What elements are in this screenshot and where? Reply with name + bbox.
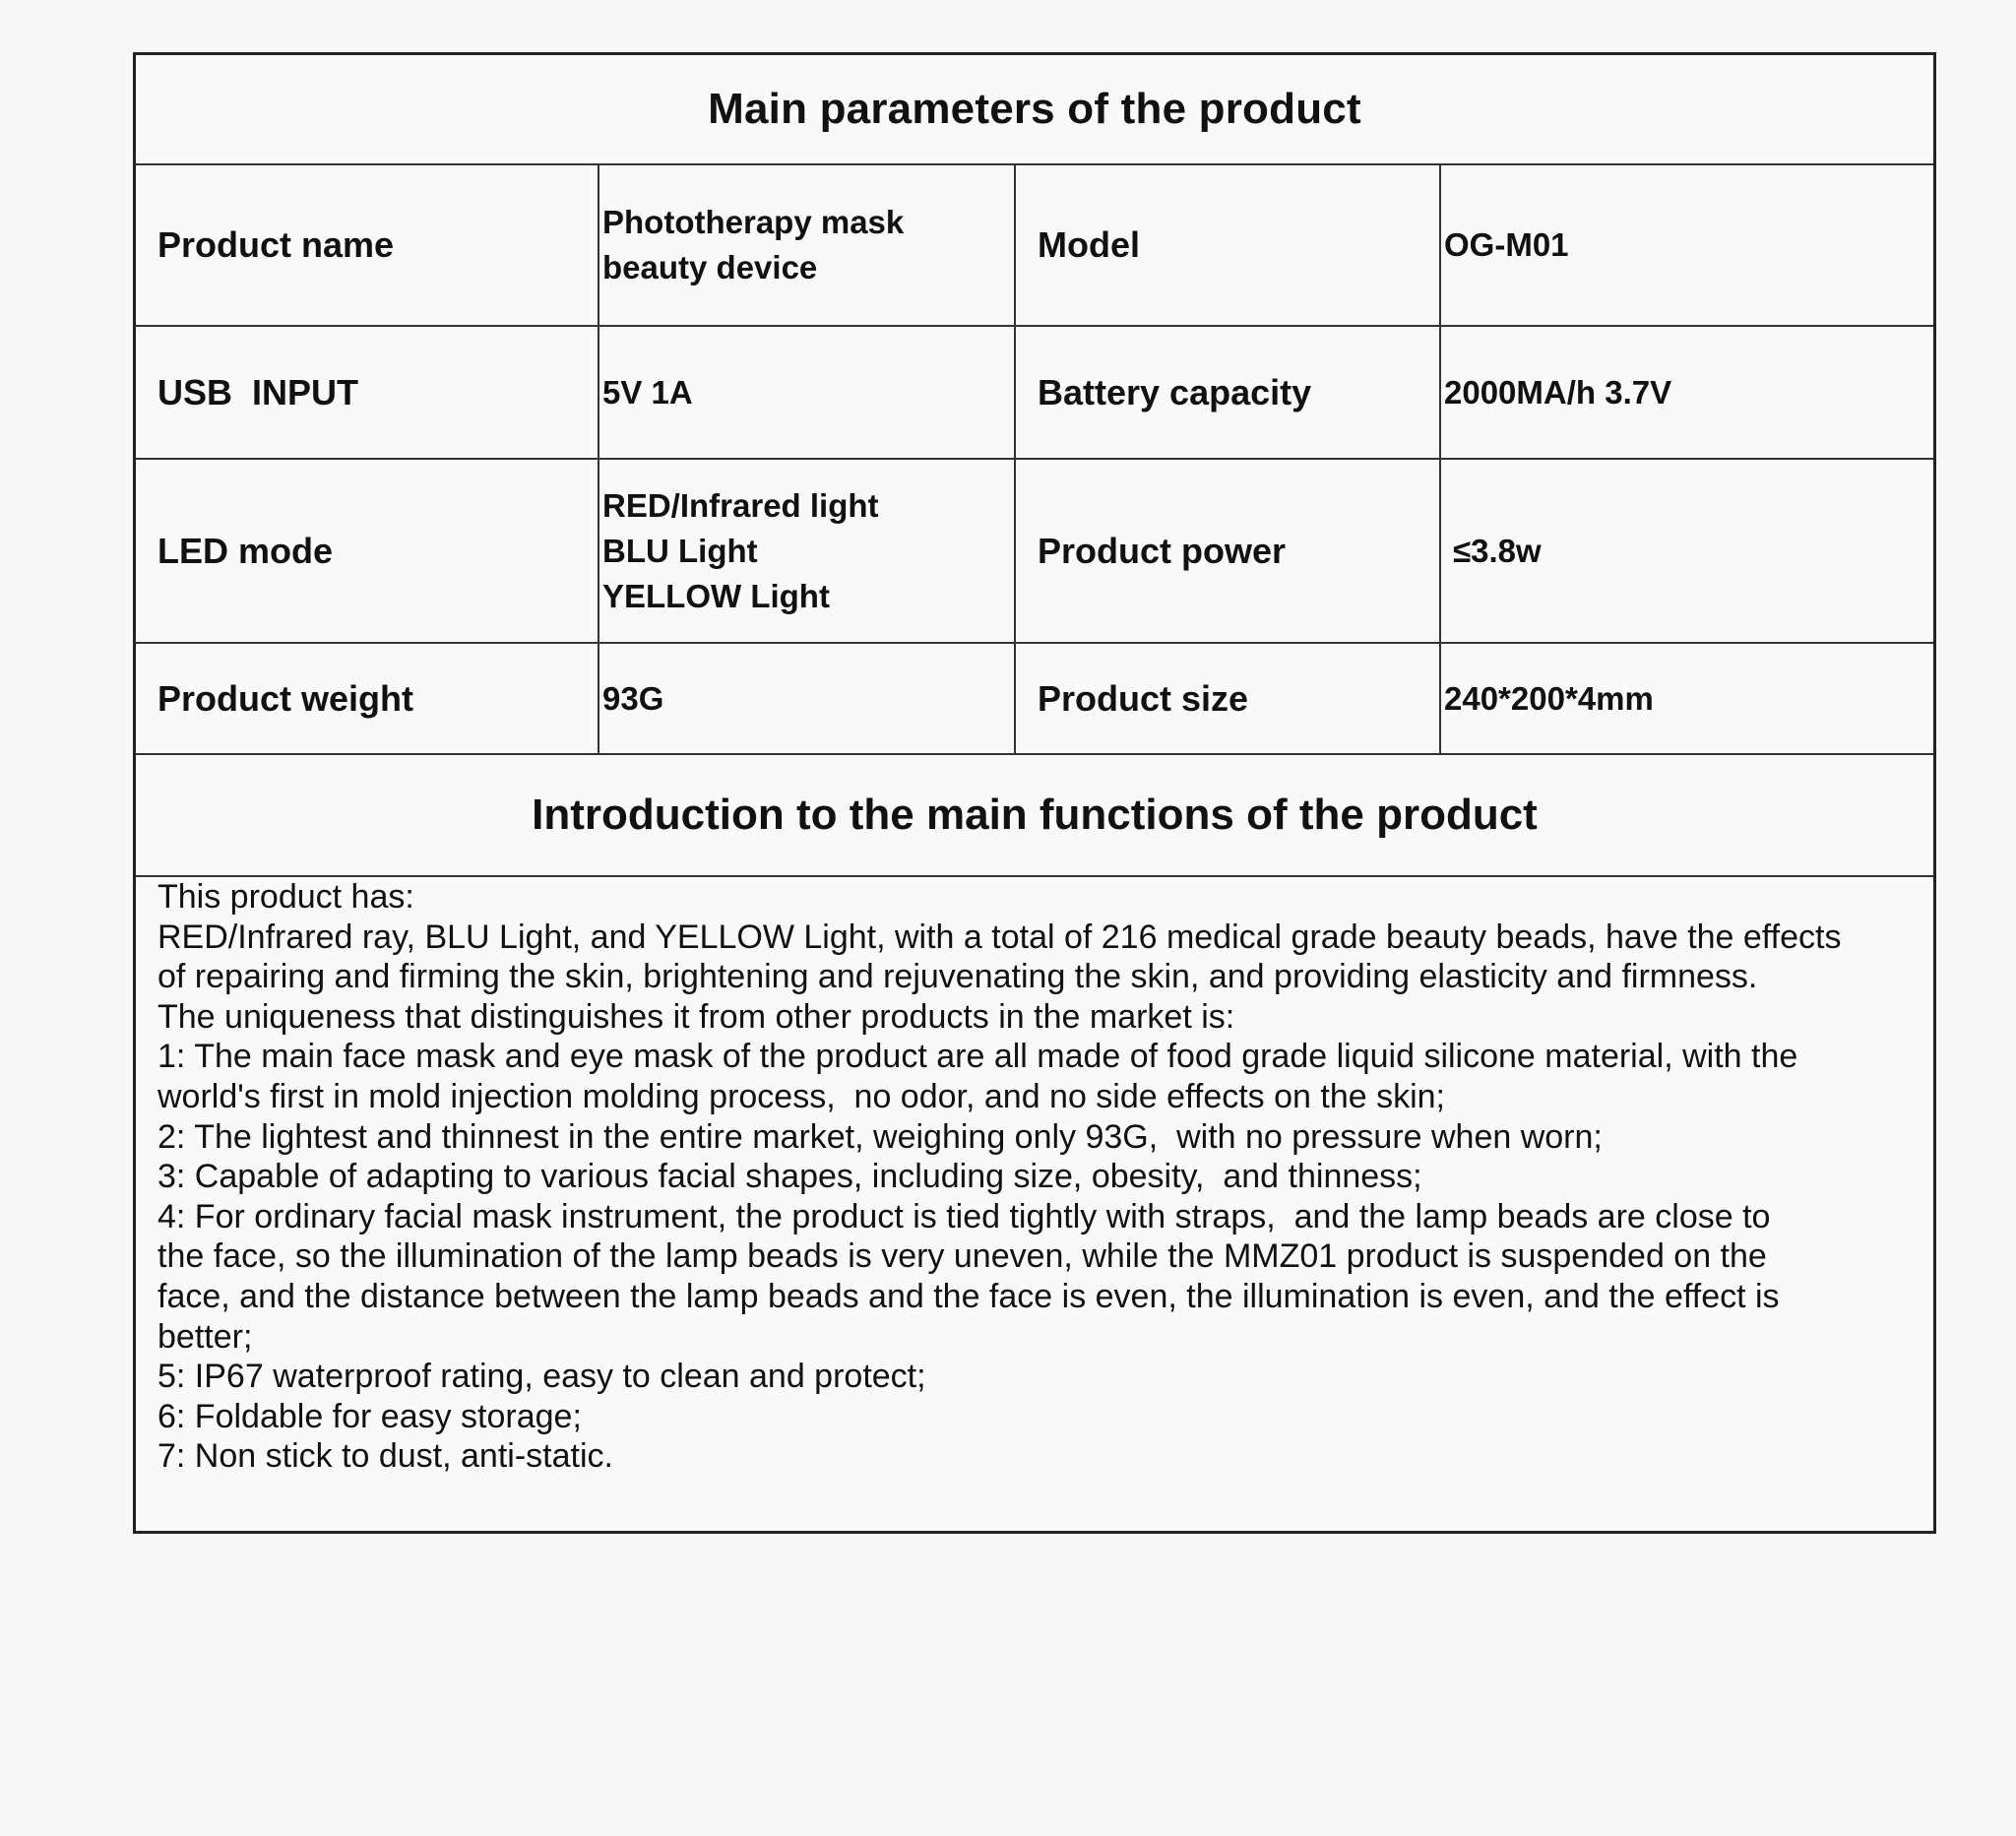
param-value [598, 165, 1015, 326]
intro-line: 5: IP67 waterproof rating, easy to clean and protect; [158, 1358, 926, 1396]
intro-line: better; [158, 1317, 253, 1356]
intro-title-row [136, 755, 1933, 877]
param-value [1440, 459, 1933, 643]
spec-sheet [133, 52, 1936, 1534]
intro-line: 2: The lightest and thinnest in the entire market, weighing only 93G, with no pressure when worn; [158, 1117, 1603, 1156]
parameters-title: Main parameters of the product [708, 85, 1361, 133]
intro-line: 6: Foldable for easy storage; [158, 1397, 582, 1435]
param-value-line: Phototherapy mask [602, 204, 905, 240]
param-value [598, 459, 1015, 643]
intro-line: of repairing and firming the skin, brightening and rejuvenating the skin, and providing elasticity and firmness. [158, 958, 1758, 996]
param-value [1440, 643, 1933, 754]
param-value-line: 240*200*4mm [1444, 679, 1654, 717]
param-value [1440, 326, 1933, 459]
intro-line: 1: The main face mask and eye mask of the product are all made of food grade liquid silicone material, with the [158, 1038, 1798, 1076]
table-row [136, 165, 1933, 326]
param-value [598, 326, 1015, 459]
intro-line: world's first in mold injection molding process, no odor, and no side effects on the skin; [158, 1077, 1446, 1115]
intro-line: the face, so the illumination of the lamp beads is very uneven, while the MMZ01 product is suspended on the [158, 1237, 1767, 1276]
param-label: Product weight [136, 643, 598, 754]
intro-line: The uniqueness that distinguishes it from other products in the market is: [158, 997, 1235, 1036]
intro-line: 7: Non stick to dust, anti-static. [158, 1437, 613, 1476]
intro-line: This product has: [158, 878, 414, 916]
intro-line: RED/Infrared ray, BLU Light, and YELLOW Light, with a total of 216 medical grade beauty beads, have the effects [158, 918, 1842, 956]
param-value [598, 643, 1015, 754]
param-value-line: YELLOW Light [602, 577, 830, 614]
param-label: USB INPUT [136, 326, 598, 459]
param-label: LED mode [136, 459, 598, 643]
param-value [1440, 165, 1933, 326]
param-value-line: RED/Infrared light [602, 486, 879, 524]
param-label: Product name [136, 165, 598, 326]
param-label: Product size [1015, 643, 1440, 754]
param-value-line: OG-M01 [1444, 226, 1569, 263]
param-label: Product power [1015, 459, 1440, 643]
param-value-line: BLU Light [602, 532, 758, 569]
param-value-line: ≤3.8w [1453, 532, 1542, 569]
table-row [136, 326, 1933, 459]
table-row [136, 459, 1933, 643]
param-value-line: beauty device [602, 249, 818, 285]
param-value-line: 5V 1A [602, 373, 693, 411]
intro-line: 3: Capable of adapting to various facial shapes, including size, obesity, and thinness; [158, 1158, 1422, 1196]
parameters-title-row [136, 55, 1933, 165]
param-label: Model [1015, 165, 1440, 326]
table-row [136, 643, 1933, 754]
param-value-line: 93G [602, 679, 664, 717]
param-value-line: 2000MA/h 3.7V [1444, 373, 1672, 411]
intro-line: face, and the distance between the lamp beads and the face is even, the illumination is even, and the effect is [158, 1277, 1780, 1315]
parameters-table [136, 165, 1933, 755]
param-label: Battery capacity [1015, 326, 1440, 459]
intro-body [136, 877, 1933, 1477]
intro-title: Introduction to the main functions of the product [532, 791, 1538, 839]
intro-line: 4: For ordinary facial mask instrument, the product is tied tightly with straps, and the lamp beads are close to [158, 1197, 1771, 1235]
